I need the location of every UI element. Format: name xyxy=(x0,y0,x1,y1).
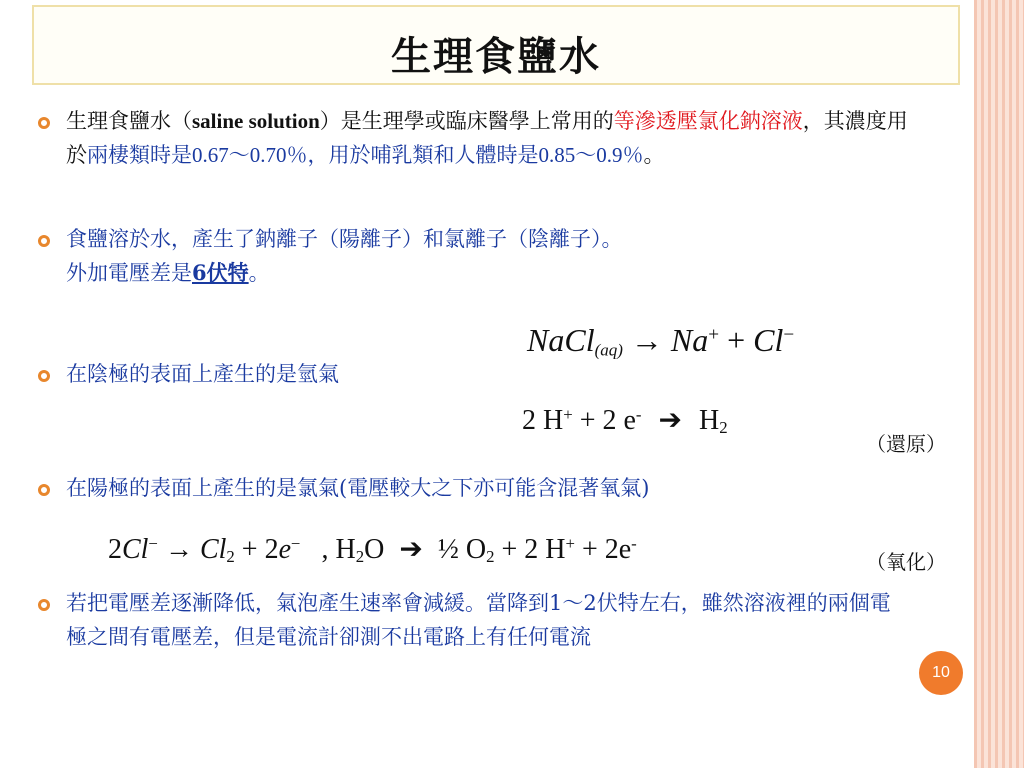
eq-arrow: ➔ xyxy=(399,532,423,565)
text-segment: 。 xyxy=(643,143,665,167)
eq-superscript: + xyxy=(565,533,575,553)
eq-arrow: → xyxy=(164,534,193,565)
bullet-1-text xyxy=(66,104,926,172)
eq-term: Cl xyxy=(753,322,784,358)
eq-term: e xyxy=(278,534,292,565)
eq-term: + 2 e xyxy=(572,405,636,436)
eq-subscript: 2 xyxy=(355,547,365,567)
eq-superscript: − xyxy=(291,533,301,553)
eq-subscript: (aq) xyxy=(594,340,623,360)
slide-title: 生理食鹽水 xyxy=(391,33,601,80)
bullet-icon xyxy=(38,484,50,496)
anode-equation xyxy=(108,532,637,567)
eq-term: + 2e xyxy=(574,534,632,565)
eq-term: + 2 H xyxy=(494,534,566,565)
bullet-icon xyxy=(38,235,50,247)
text-segment: 兩棲類時是 xyxy=(87,143,192,167)
eq-superscript: − xyxy=(783,324,795,346)
eq-term: Na xyxy=(670,322,709,358)
bullet-icon xyxy=(38,370,50,382)
text-segment: 外加電壓差是 xyxy=(66,261,192,285)
cathode-equation xyxy=(522,403,728,438)
text-segment: 。 xyxy=(248,261,270,285)
eq-term: H xyxy=(698,405,720,436)
eq-term: 2 xyxy=(108,534,122,565)
eq-term: ½ O xyxy=(437,534,487,565)
decorative-side-stripes xyxy=(974,0,1024,768)
eq-term: , H xyxy=(321,534,356,565)
eq-arrow: ➔ xyxy=(658,403,682,436)
bullet-icon xyxy=(38,117,50,129)
title-box xyxy=(32,5,960,85)
bullet-4-text: 在陽極的表面上產生的是氯氣(電壓較大之下亦可能含混著氧氣) xyxy=(66,476,650,500)
eq-subscript: 2 xyxy=(226,547,235,567)
text-segment: ）是生理學或臨床醫學上常用的 xyxy=(319,109,614,133)
text-segment: ，其濃度用於 xyxy=(66,109,908,167)
bullet-2-line1: 食鹽溶於水，產生了鈉離子（陽離子）和氯離子（陰離子）。 xyxy=(66,227,623,251)
text-segment: ，用於哺乳類和人體時是 xyxy=(307,143,539,167)
eq-term: NaCl xyxy=(527,322,595,358)
eq-term: 2 xyxy=(264,534,279,565)
eq-superscript: + xyxy=(563,404,573,424)
bullet-2-text xyxy=(66,222,926,290)
reduction-note: （還原） xyxy=(866,432,946,456)
eq-term: Cl xyxy=(122,534,149,565)
oxidation-note: （氧化） xyxy=(866,550,946,574)
bullet-icon xyxy=(38,599,50,611)
voltage-value: 6伏特 xyxy=(192,260,249,285)
bullet-5-text: 若把電壓差逐漸降低，氣泡產生速率會減緩。當降到1～2伏特左右，雖然溶液裡的兩個電極之間有電壓差，但是電流計卻測不出電路上有任何電流 xyxy=(66,591,891,649)
eq-term: 2 H xyxy=(522,405,564,436)
eq-operator: + xyxy=(241,534,258,565)
eq-arrow: → xyxy=(630,322,663,358)
page-number-badge: 10 xyxy=(919,651,963,695)
eq-superscript: − xyxy=(148,533,158,553)
text-segment: 等滲透壓氯化鈉溶液 xyxy=(613,109,803,133)
text-segment: 生理食鹽水（ xyxy=(66,109,192,133)
text-segment: 0.67～0.70％ xyxy=(192,143,308,167)
eq-subscript: 2 xyxy=(486,547,495,567)
eq-operator: + xyxy=(727,322,746,358)
text-segment: saline solution xyxy=(192,109,320,133)
text-segment: 0.85～0.9％ xyxy=(538,143,644,167)
eq-superscript: - xyxy=(631,533,637,553)
dissociation-equation xyxy=(527,322,794,360)
bullet-3-text: 在陰極的表面上產生的是氫氣 xyxy=(66,362,339,386)
eq-term: O xyxy=(364,534,385,565)
eq-superscript: - xyxy=(635,404,642,424)
bullet-2-line2 xyxy=(66,256,926,290)
eq-term: Cl xyxy=(199,534,227,565)
eq-subscript: 2 xyxy=(719,418,728,438)
eq-superscript: + xyxy=(708,324,720,346)
